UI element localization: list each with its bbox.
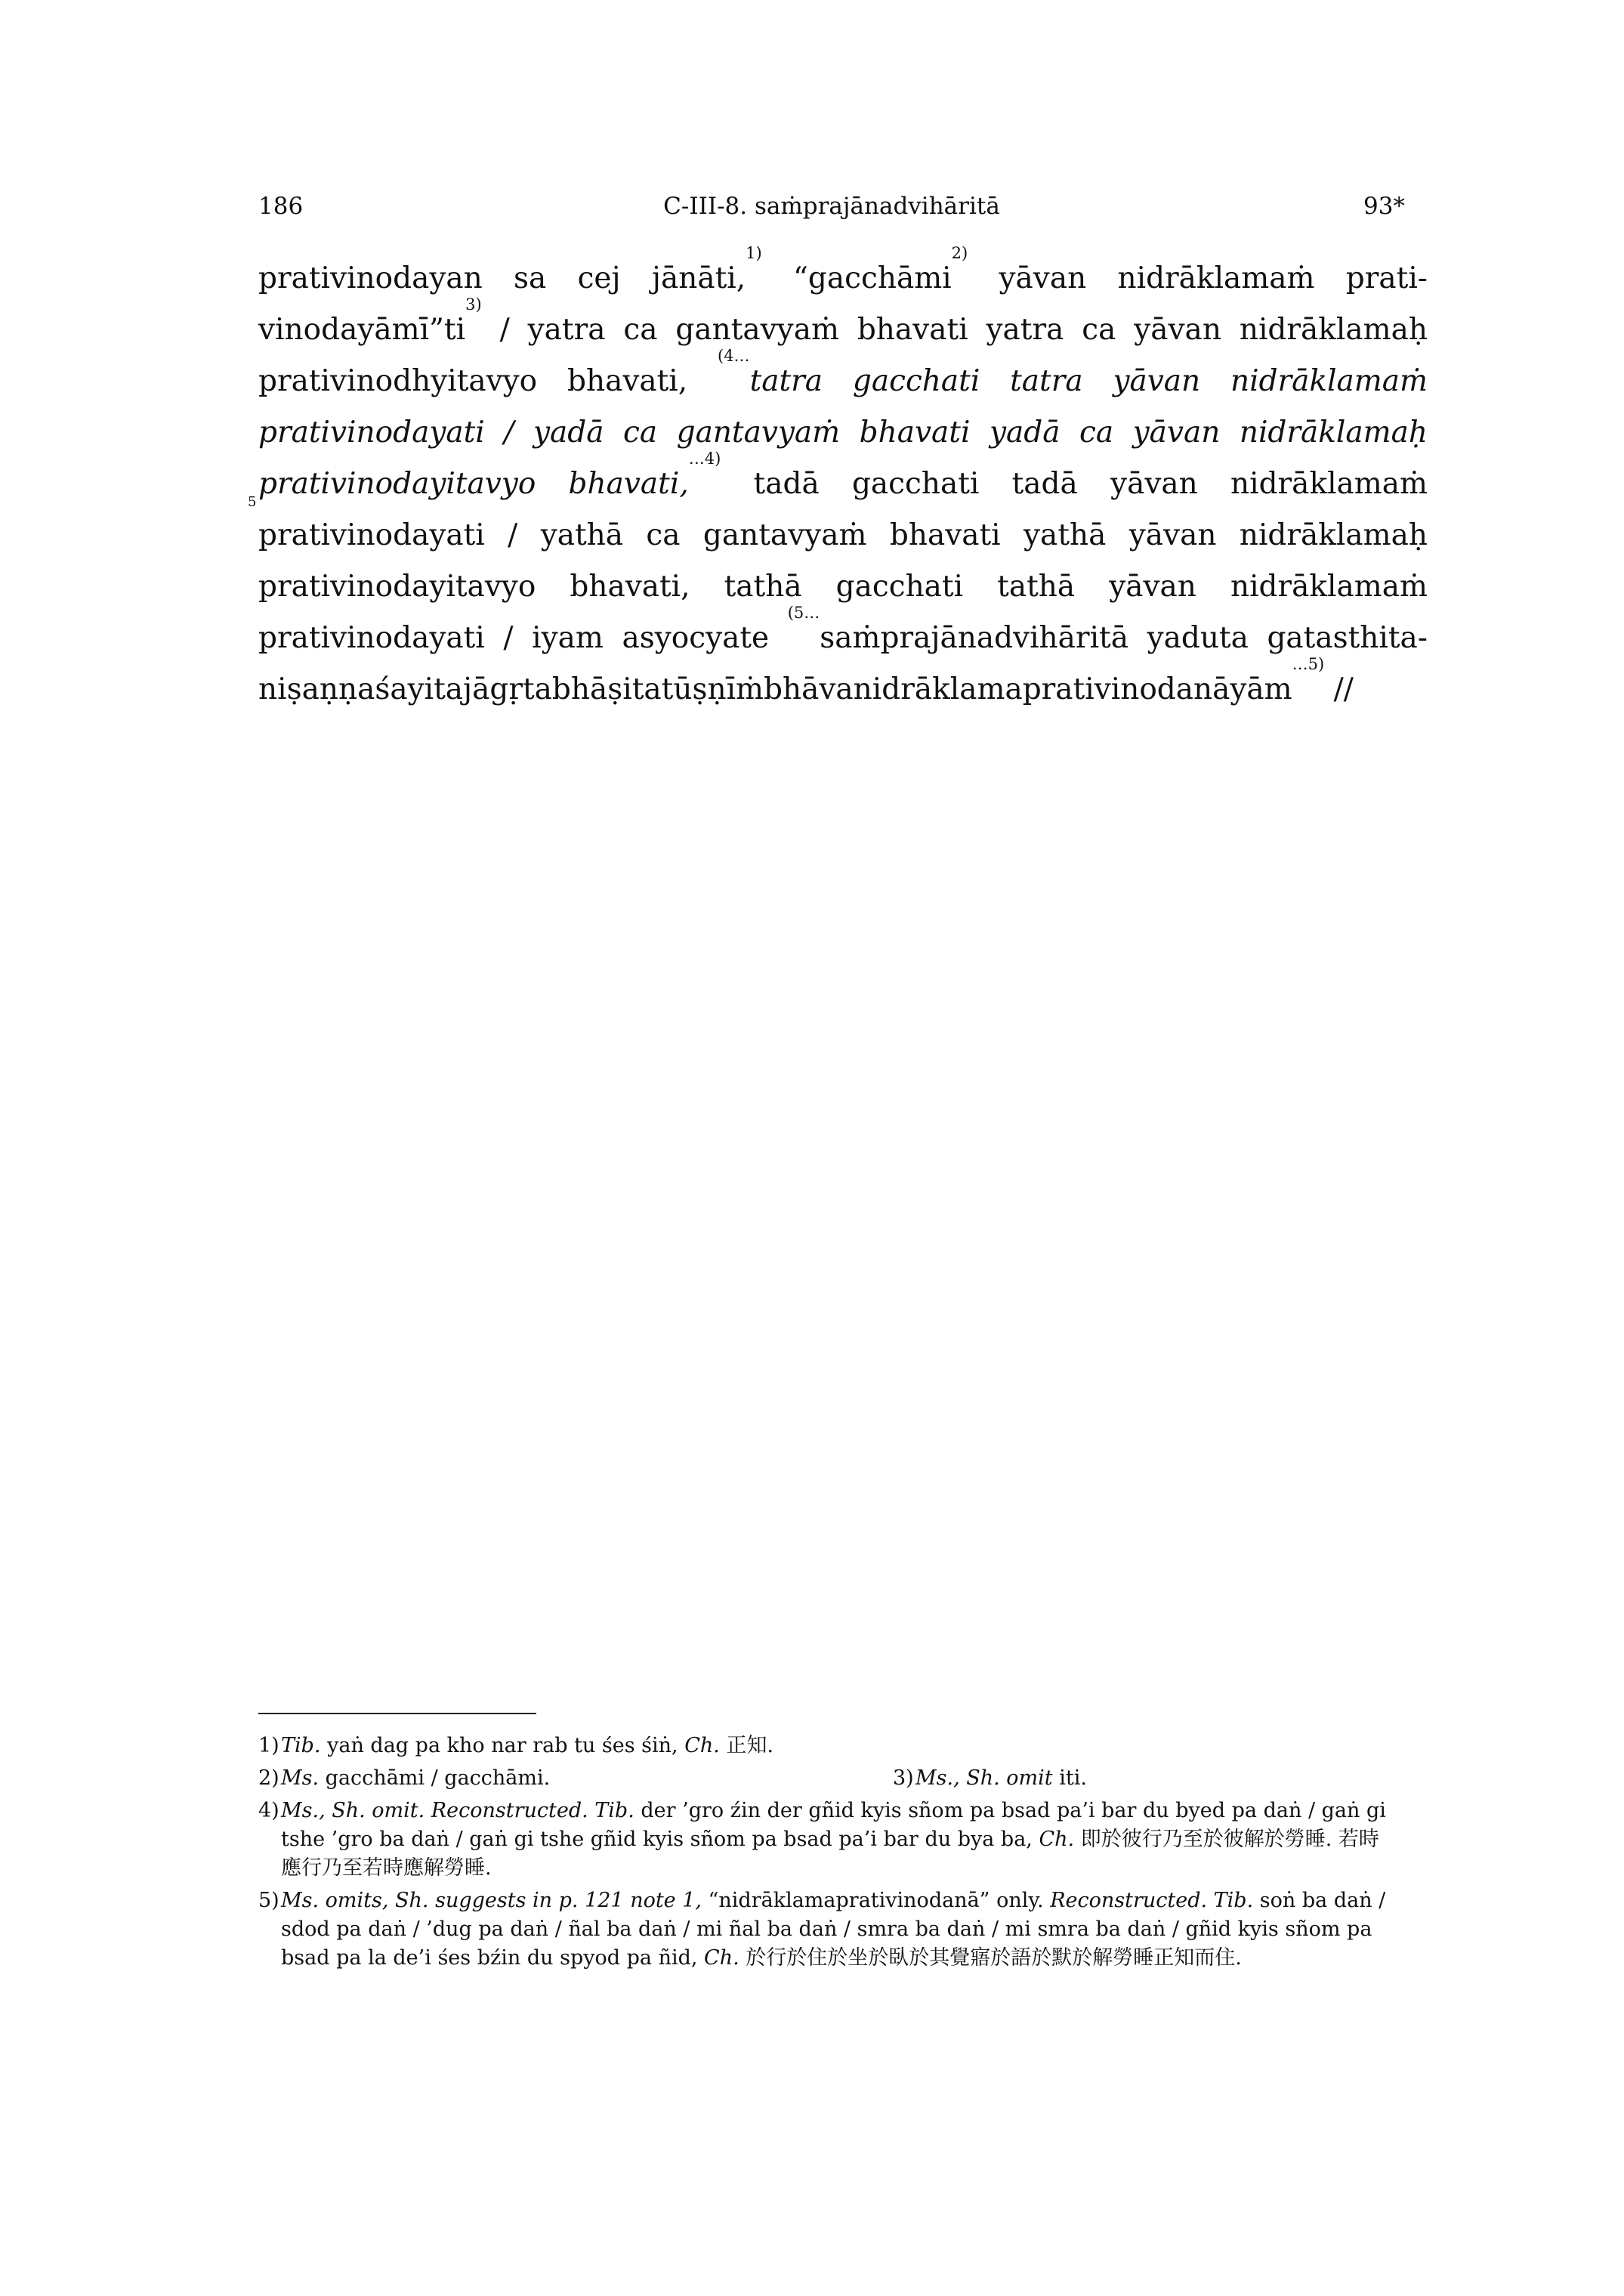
section-number: 93* xyxy=(1363,193,1405,220)
footnote-1: 1) Tib. yaṅ dag pa kho nar rab tu śes śiṅ, Ch. 正知. xyxy=(258,1734,774,1757)
footnote-run: der ’gro źin der gñid kyis sñom pa bsad pa’i bar du byed pa daṅ / gaṅ gi tshe ’gro ba daṅ / gaṅ gi tshe gñid kyis sñom pa bsad pa’i bar du bya ba, xyxy=(281,1799,1386,1851)
footnote-italic-run: Ch. xyxy=(704,1946,739,1970)
text-line: prativinodayitavyo bhavati, tathā gacchati tathā yāvan nidrāklamaṁ xyxy=(258,570,1428,604)
text-line: prativinodayati / yadā ca gantavyaṁ bhavati yadā ca yāvan nidrāklamaḥ xyxy=(258,416,1428,450)
footnote-italic-run: Reconstructed. Tib. xyxy=(1050,1889,1254,1912)
footnote-run: gacchāmi / gacchāmi. xyxy=(319,1766,551,1790)
text-line: prativinodhyitavyo bhavati, $^{(4\dots}$tatra gacchati tatra yāvan nidrāklamaṁ xyxy=(258,347,1428,398)
note-ref: (5… xyxy=(787,604,820,622)
footnote-italic-run: Ms., Sh. omit. Reconstructed. Tib. xyxy=(281,1799,634,1822)
footnote-italic-run: Ms., Sh. omit xyxy=(915,1766,1053,1790)
text-line: prativinodayati / iyam asyocyate $^{(5\dots}$saṁprajānadvihāritā yaduta gatasthita- xyxy=(258,604,1428,655)
footnote-run: yaṅ dag pa kho nar rab tu śes śiṅ, xyxy=(320,1734,685,1757)
footnote-run: 於行於住於坐於臥於其覺寤於語於默於解勞睡正知而住. xyxy=(739,1946,1242,1970)
text-line: 5 prativinodayitavyo bhavati,$^{\dots 4)}$ tadā gacchati tadā yāvan nidrāklamaṁ xyxy=(258,459,1428,510)
note-ref: 2) xyxy=(951,244,968,262)
note-ref: 1) xyxy=(746,244,762,262)
footnote-rule xyxy=(258,1713,536,1714)
footnote-italic-run: Ch. xyxy=(1039,1828,1075,1851)
note-ref: 3) xyxy=(465,295,482,314)
footnote-4: 4) Ms., Sh. omit. Reconstructed. Tib. der ’gro źin der gñid kyis sñom pa bsad pa’i bar du byed pa daṅ / gaṅ gi tshe ’gro ba daṅ / gaṅ gi tshe gñid kyis sñom pa bsad pa’i bar du bya ba, Ch. 即於彼行乃至於彼解於勞睡. 若時應行乃至若時應解勞睡. xyxy=(258,1799,1386,1880)
footnote-italic-run: Ch. xyxy=(684,1734,720,1757)
page-number: 186 xyxy=(258,193,304,220)
footnotes xyxy=(258,1732,1397,1976)
note-ref: …5) xyxy=(1292,655,1325,673)
note-ref: (4… xyxy=(718,347,750,365)
text-line: prativinodayan sa cej jānāti,$^{1)}$ “gacchāmi$^{2)}$ yāvan nidrāklamaṁ prati- xyxy=(258,244,1428,295)
footnote-italic-run: Ms. xyxy=(281,1766,320,1790)
running-header xyxy=(258,193,1405,230)
footnote-run: 即於彼行乃至於彼解於勞睡. 若時應行乃至若時應解勞睡. xyxy=(281,1828,1379,1880)
footnote-run: “nidrāklamaprativinodanā” only. xyxy=(702,1889,1051,1912)
text-line: niṣaṇṇaśayitajāgṛtabhāṣitatūṣṇīṁbhāvanidrāklamaprativinodanāyām$^{\dots 5)}$ // xyxy=(258,655,1354,706)
running-title: C-III-8. saṁprajānadvihāritā xyxy=(663,193,1000,220)
footnote-run: soṅ ba daṅ / sdod pa daṅ / ’dug pa daṅ / ñal ba daṅ / mi ñal ba daṅ / smra ba daṅ / mi smra ba daṅ / gñid kyis sñom pa bsad pa la de’i śes bźin du spyod pa ñid, xyxy=(281,1889,1386,1970)
footnote-5: 5) Ms. omits, Sh. suggests in p. 121 note 1, “nidrāklamaprativinodanā” only. Reconstructed. Tib. soṅ ba daṅ / sdod pa daṅ / ’dug pa daṅ / ñal ba daṅ / mi ñal ba daṅ / smra ba daṅ / mi smra ba daṅ / gñid kyis sñom pa bsad pa la de’i śes bźin du spyod pa ñid, Ch. 於行於住於坐於臥於其覺寤於語於默於解勞睡正知而住. xyxy=(258,1889,1386,1970)
footnote-run: 正知. xyxy=(719,1734,774,1757)
text-line: prativinodayati / yathā ca gantavyaṁ bhavati yathā yāvan nidrāklamaḥ xyxy=(258,518,1428,552)
footnote-2: 2) Ms. gacchāmi / gacchāmi. xyxy=(258,1766,551,1790)
note-ref: …4) xyxy=(688,450,721,468)
footnote-3: 3) Ms., Sh. omit iti. xyxy=(893,1766,1087,1790)
text-line: $vinodayāmī”ti^{3)}$ / yatra ca gantavyaṁ bhavati yatra ca yāvan nidrāklamaḥ xyxy=(258,295,1428,347)
main-text xyxy=(248,244,1428,715)
footnote-italic-run: Ms. omits, Sh. suggests in p. 121 note 1, xyxy=(281,1889,702,1912)
footnote-run: iti. xyxy=(1052,1766,1087,1790)
footnote-row-2-3 xyxy=(258,1764,1397,1793)
line-number: 5 xyxy=(248,494,257,510)
footnote-italic-run: Tib. xyxy=(281,1734,321,1757)
